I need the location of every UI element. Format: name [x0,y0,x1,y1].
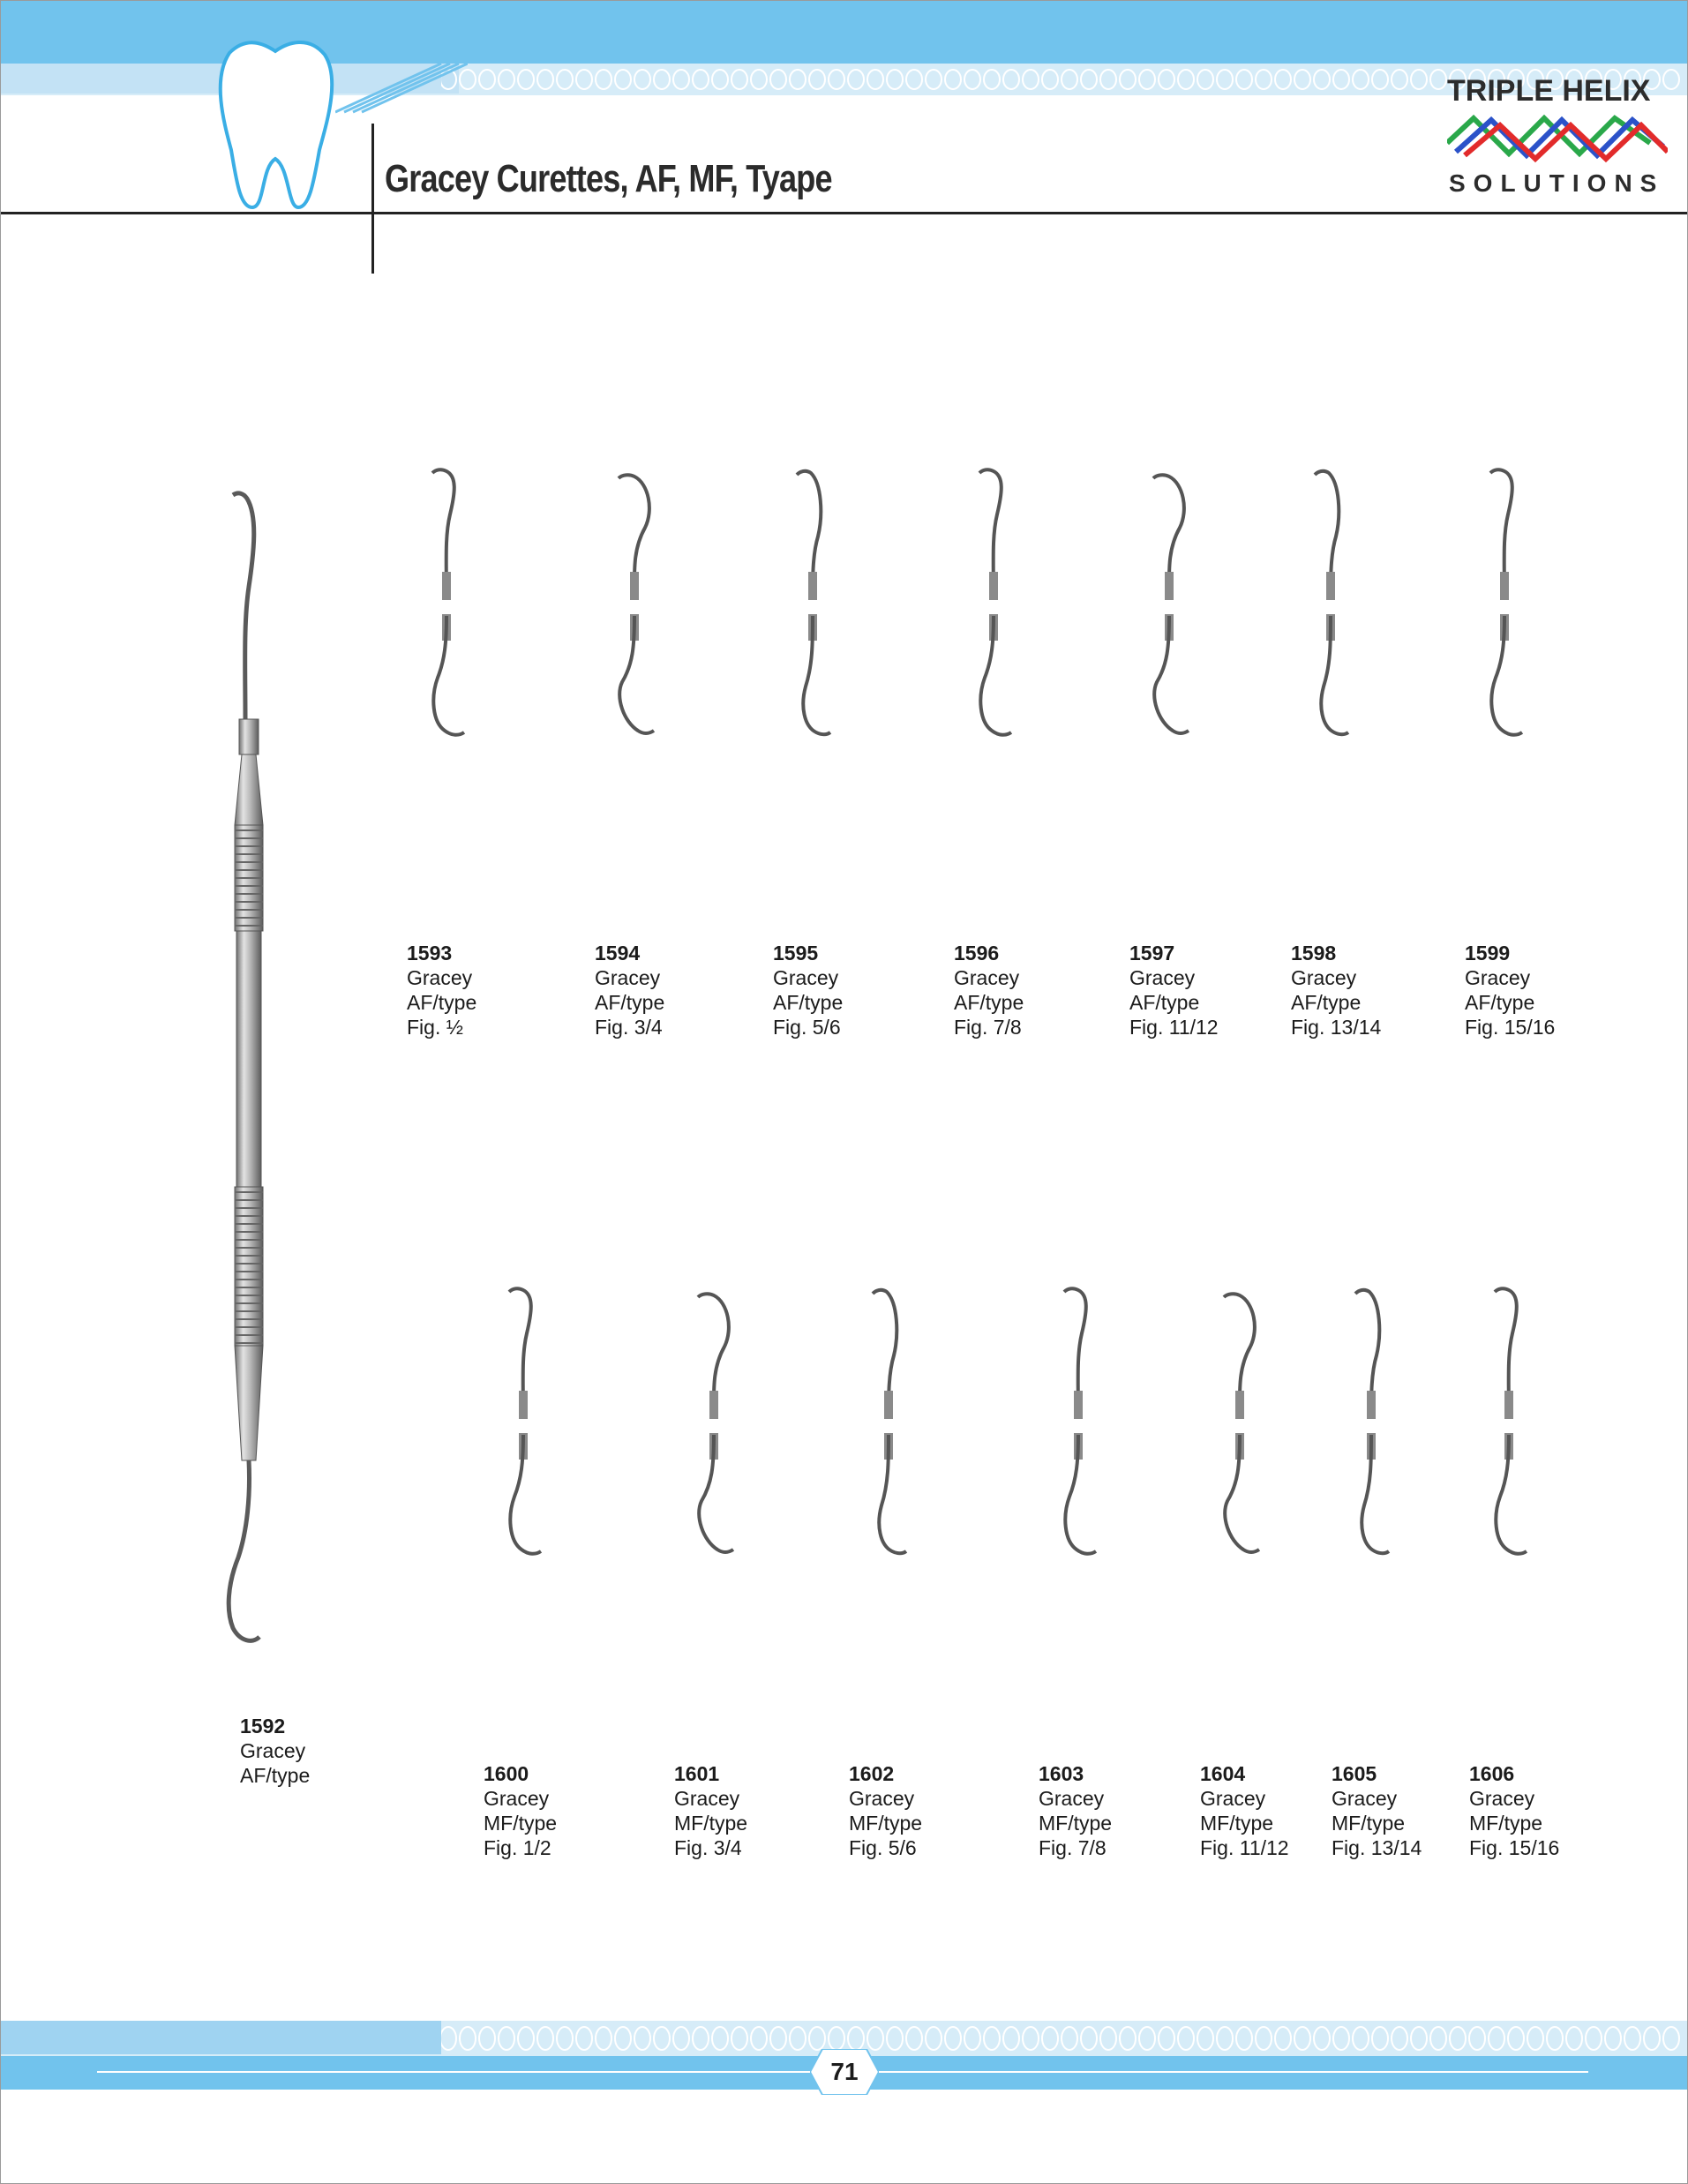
instrument-1597-label [1129,941,1219,1039]
item-name: Gracey [1129,966,1196,989]
item-fig: Fig. 5/6 [773,1016,841,1039]
instrument-1592-label [240,1714,310,1788]
item-type: MF/type [849,1812,923,1835]
item-type: AF/type [1465,991,1535,1014]
item-name: Gracey [595,966,661,989]
item-name: Gracey [407,966,473,989]
item-fig: Fig. 11/12 [1200,1836,1289,1859]
item-name: Gracey [954,966,1020,989]
item-code: 1600 [484,1762,529,1785]
instrument-1601-image [679,1285,758,1567]
item-code: 1595 [773,942,819,964]
instrument-1592-image [203,490,300,1690]
page-number: 71 [830,2058,859,2085]
tooth-icon [212,35,340,212]
instrument-1598-image [1295,466,1375,748]
instrument-1595-label [773,941,843,1039]
item-type: MF/type [1469,1812,1543,1835]
helix-icon [1447,108,1668,169]
item-type: AF/type [1291,991,1362,1014]
item-fig: Fig. 7/8 [954,1016,1022,1039]
item-fig: Fig. 13/14 [1332,1836,1422,1859]
instrument-1596-image [958,466,1038,748]
footer-strip-accent [0,2021,441,2054]
item-fig: Fig. 15/16 [1465,1016,1556,1039]
item-fig: Fig. 5/6 [849,1836,917,1859]
item-code: 1602 [849,1762,895,1785]
item-fig: Fig. 15/16 [1469,1836,1560,1859]
instrument-1604-label [1200,1761,1289,1860]
item-code: 1605 [1332,1762,1377,1785]
instrument-1602-label [849,1761,922,1860]
instrument-1596-label [954,941,1024,1039]
item-fig: Fig. 3/4 [674,1836,742,1859]
instrument-1603-image [1043,1285,1122,1567]
item-name: Gracey [849,1787,915,1810]
item-name: Gracey [773,966,839,989]
item-code: 1593 [407,942,453,964]
instrument-1604-image [1204,1285,1284,1567]
instrument-1598-label [1291,941,1381,1039]
instrument-1600-label [484,1761,557,1860]
item-fig: Fig. 13/14 [1291,1016,1382,1039]
item-name: Gracey [674,1787,740,1810]
item-name: Gracey [1465,966,1531,989]
item-type: MF/type [1039,1812,1113,1835]
item-name: Gracey [484,1787,550,1810]
instrument-1593-image [411,466,491,748]
footer-chain-pattern [441,2024,1688,2053]
item-type: MF/type [674,1812,748,1835]
item-code: 1601 [674,1762,720,1785]
instrument-1605-image [1336,1285,1415,1567]
item-name: Gracey [1469,1787,1535,1810]
item-type: AF/type [954,991,1024,1014]
brand-name: TRIPLE HELIX [1447,74,1651,108]
item-type: MF/type [1200,1812,1274,1835]
item-fig: Fig. 7/8 [1039,1836,1107,1859]
header-stripes [335,64,468,116]
instrument-1603-label [1039,1761,1112,1860]
item-type: MF/type [484,1812,558,1835]
item-code: 1603 [1039,1762,1084,1785]
brand-logo [1440,71,1678,203]
instrument-1595-image [777,466,857,748]
item-name: Gracey [240,1739,306,1762]
instrument-1601-label [674,1761,747,1860]
instrument-1594-image [599,466,679,748]
instrument-1606-label [1469,1761,1559,1860]
instrument-1602-image [853,1285,933,1567]
item-fig: Fig. 11/12 [1129,1016,1219,1039]
instrument-1599-label [1465,941,1555,1039]
item-type: AF/type [407,991,477,1014]
item-name: Gracey [1291,966,1357,989]
instrument-1606-image [1474,1285,1553,1567]
item-code: 1592 [240,1715,286,1737]
item-type: AF/type [773,991,844,1014]
item-type: AF/type [240,1764,311,1787]
page-title: Gracey Curettes, AF, MF, Tyape [385,157,832,200]
header-divider [371,124,374,274]
instrument-1594-label [595,941,664,1039]
item-name: Gracey [1200,1787,1266,1810]
item-type: AF/type [595,991,665,1014]
item-code: 1598 [1291,942,1337,964]
item-type: MF/type [1332,1812,1406,1835]
item-name: Gracey [1332,1787,1398,1810]
brand-tagline: SOLUTIONS [1449,169,1665,197]
item-name: Gracey [1039,1787,1105,1810]
instrument-1605-label [1332,1761,1422,1860]
item-code: 1606 [1469,1762,1515,1785]
item-fig: Fig. ½ [407,1016,463,1039]
item-code: 1597 [1129,942,1175,964]
item-code: 1596 [954,942,1000,964]
instrument-1600-image [488,1285,567,1567]
item-fig: Fig. 3/4 [595,1016,663,1039]
item-code: 1599 [1465,942,1511,964]
item-type: AF/type [1129,991,1200,1014]
instrument-1593-label [407,941,476,1039]
instrument-1599-image [1469,466,1549,748]
item-code: 1594 [595,942,641,964]
item-code: 1604 [1200,1762,1246,1785]
instrument-1597-image [1134,466,1213,748]
header-rule [0,212,1688,214]
item-fig: Fig. 1/2 [484,1836,551,1859]
